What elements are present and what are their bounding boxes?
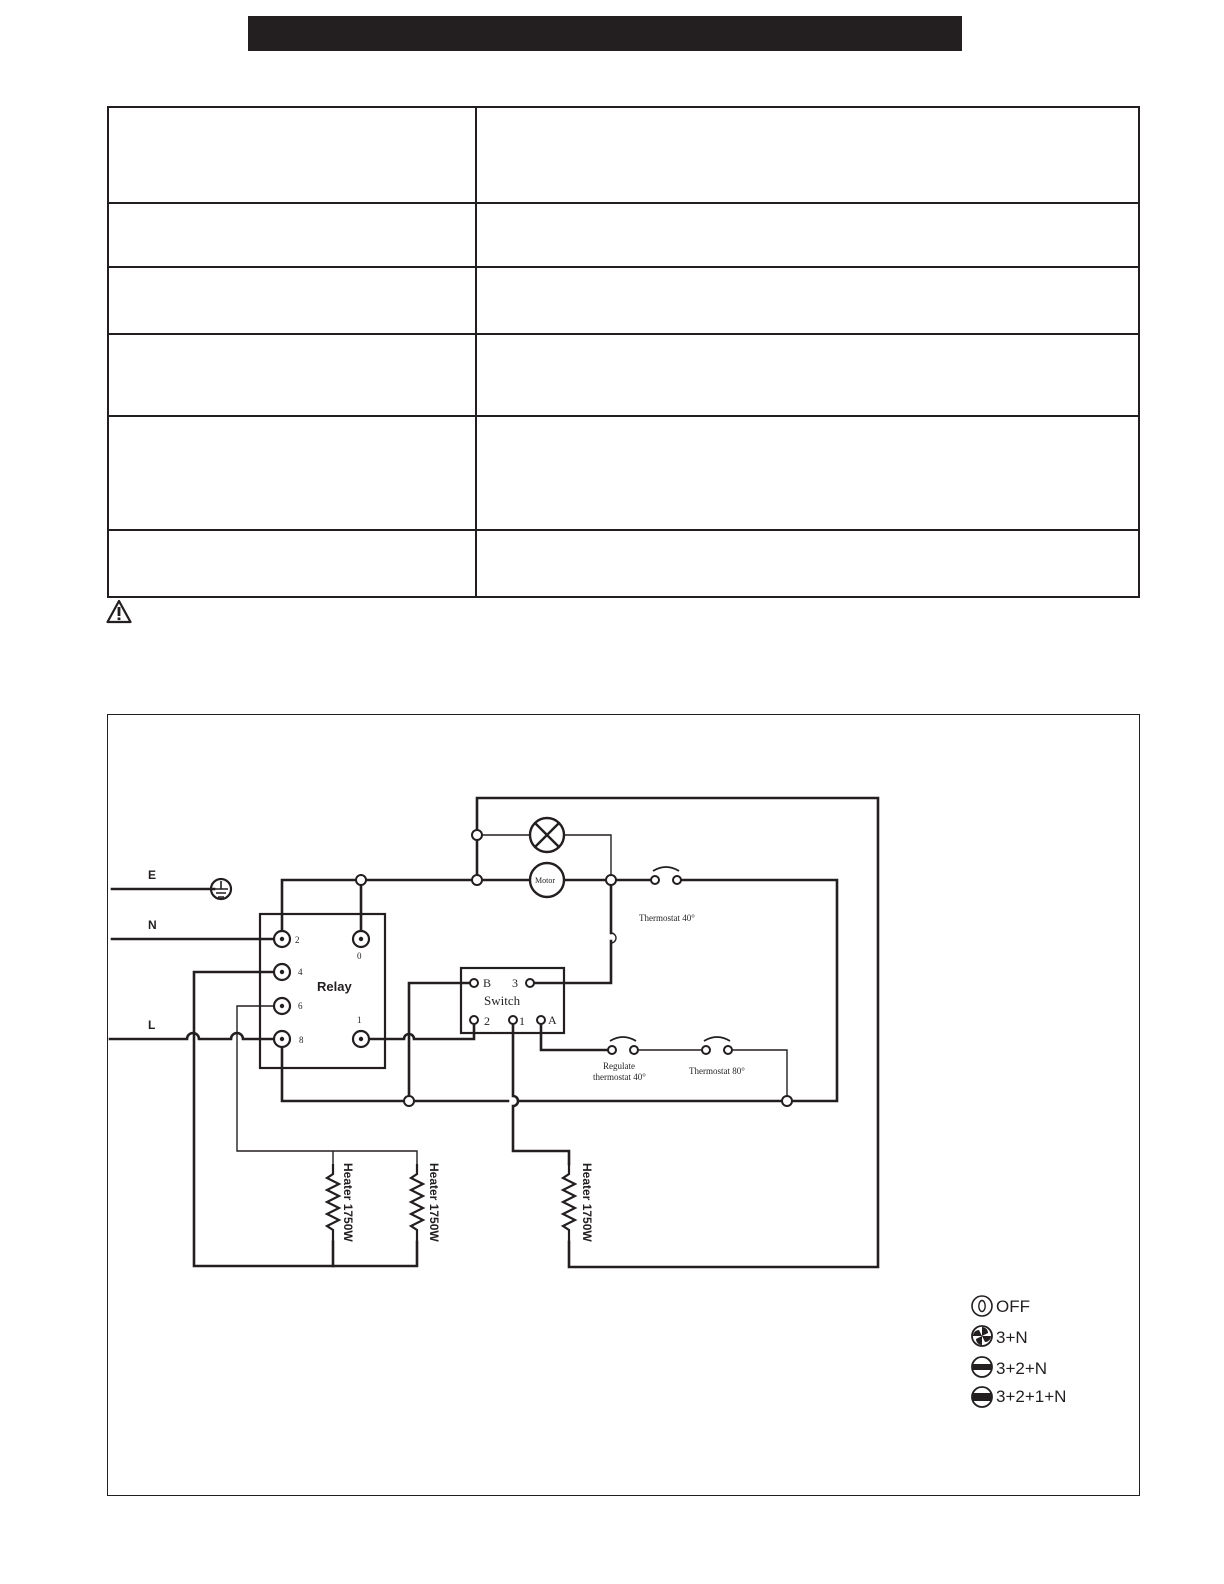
- legend-label-half-heat: 3+2+N: [996, 1359, 1048, 1378]
- heater-1-label: Heater 1750W: [341, 1163, 355, 1242]
- relay-terminal-label: 8: [299, 1035, 304, 1045]
- junction-node: [472, 830, 482, 840]
- relay-terminal-label: 0: [357, 951, 362, 961]
- switch-terminal-b: [470, 979, 478, 987]
- earth-label: E: [148, 868, 157, 882]
- half-heat-position-icon: [972, 1357, 992, 1377]
- switch-terminal-label: 2: [484, 1014, 490, 1028]
- heater-3-label: Heater 1750W: [580, 1163, 594, 1242]
- relay-terminal-label: 2: [295, 935, 300, 945]
- earth-ground-icon: [211, 879, 231, 899]
- off-position-icon: [972, 1296, 992, 1316]
- thermostat-40-label: Thermostat 40°: [639, 913, 695, 923]
- heater-2-icon: [411, 1164, 423, 1242]
- switch-terminal-3: [526, 979, 534, 987]
- relay-terminal-label: 4: [298, 967, 303, 977]
- live-label: L: [148, 1018, 156, 1032]
- switch-terminal-label: A: [548, 1013, 557, 1027]
- switch-label: Switch: [484, 993, 521, 1008]
- regulate-thermostat-label-line2: thermostat 40°: [593, 1072, 646, 1082]
- junction-node: [472, 875, 482, 885]
- full-heat-position-icon: [972, 1387, 992, 1407]
- legend-label-fan: 3+N: [996, 1328, 1028, 1347]
- junction-node: [356, 875, 366, 885]
- junction-node: [606, 875, 616, 885]
- heater-1-icon: [327, 1164, 339, 1242]
- switch-terminal-label: 1: [519, 1014, 525, 1028]
- thermostat-contact-icon: [610, 867, 730, 1041]
- motor-label: Motor: [535, 876, 555, 885]
- switch-terminal-a: [537, 1016, 545, 1024]
- junction-node: [782, 1096, 792, 1106]
- relay-terminal-label: 1: [357, 1015, 362, 1025]
- legend: [972, 1296, 1066, 1407]
- legend-label-full-heat: 3+2+1+N: [996, 1387, 1067, 1406]
- heater-3-icon: [563, 1164, 575, 1242]
- switch-terminal-1: [509, 1016, 517, 1024]
- fan-position-icon: [972, 1326, 992, 1346]
- legend-label-off: OFF: [996, 1297, 1030, 1316]
- switch-terminal-label: 3: [512, 976, 518, 990]
- lamp-icon: [530, 818, 564, 852]
- switch-terminal-label: B: [483, 976, 492, 990]
- neutral-label: N: [148, 918, 157, 932]
- relay-terminal-label: 6: [298, 1001, 303, 1011]
- regulate-thermostat-label-line1: Regulate: [603, 1061, 635, 1071]
- thermostat-80-label: Thermostat 80°: [689, 1066, 745, 1076]
- heater-2-label: Heater 1750W: [427, 1163, 441, 1242]
- relay-label: Relay: [317, 979, 352, 994]
- junction-node: [404, 1096, 414, 1106]
- switch-terminal-2: [470, 1016, 478, 1024]
